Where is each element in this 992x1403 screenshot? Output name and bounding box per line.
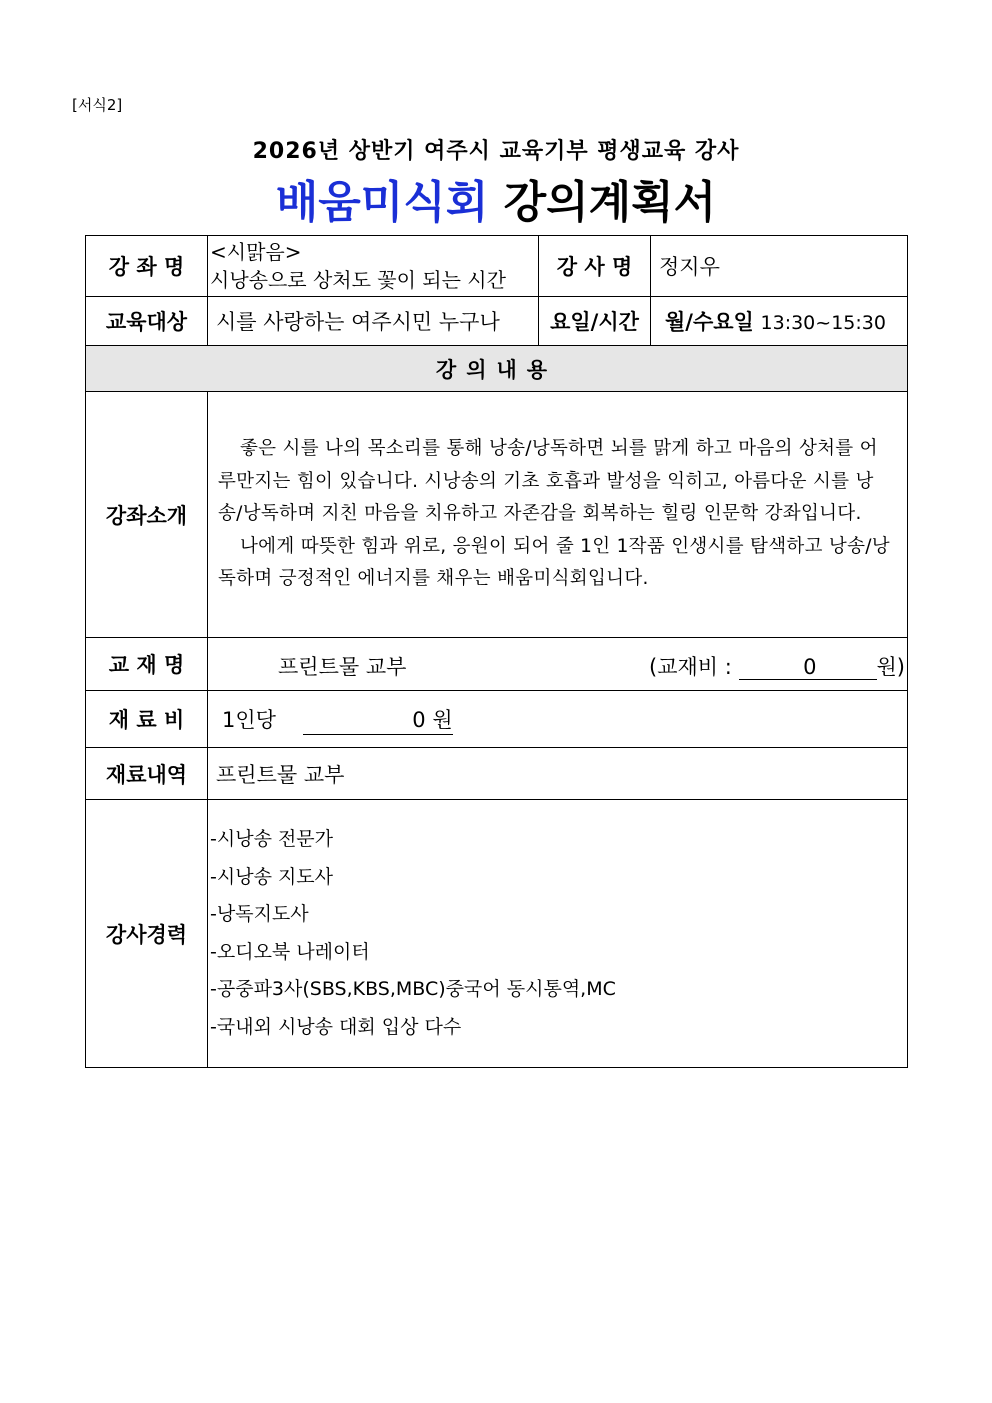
course-name-cell	[208, 236, 539, 297]
instructor-name: 정지우	[651, 236, 908, 297]
material-fee-label: 재 료 비	[86, 691, 208, 748]
title-program-name: 배움미식회	[275, 177, 489, 228]
intro-paragraph-1: 좋은 시를 나의 목소리를 통해 낭송/낭독하면 뇌를 맑게 하고 마음의 상처를 어루만지는 힘이 있습니다. 시낭송의 기초 호흡과 발성을 익히고, 아름다운 시를 낭송/낭독하며 지친 마음을 치유하고 자존감을 회복하는 힐링 인문학 강좌입니다.	[218, 438, 878, 525]
career-item: -공중파3사(SBS,KBS,MBC)중국어 동시통역,MC	[210, 978, 616, 1000]
material-fee-cell	[208, 691, 908, 748]
schedule-value	[651, 297, 908, 346]
career-label: 강사경력	[86, 800, 208, 1068]
schedule-time: 13:30~15:30	[760, 312, 886, 334]
lecture-plan-table	[85, 235, 908, 1068]
textbook-fee-label: (교재비 :	[649, 655, 732, 679]
course-label: 강 좌 명	[86, 236, 208, 297]
material-list-label: 재료내역	[86, 748, 208, 800]
instructor-label: 강 사 명	[539, 236, 651, 297]
career-item: -시낭송 지도사	[210, 865, 334, 888]
content-header-row	[86, 346, 908, 392]
career-item: -오디오북 나레이터	[210, 940, 370, 963]
target-row	[86, 297, 908, 346]
course-row	[86, 236, 908, 297]
textbook-fee-unit: 원)	[876, 655, 905, 679]
material-fee-row	[86, 691, 908, 748]
textbook-cell	[208, 638, 908, 691]
textbook-fee	[649, 651, 905, 681]
lecture-content-header: 강의내용	[86, 346, 908, 392]
document-subtitle: 2026년 상반기 여주시 교육기부 평생교육 강사	[252, 139, 740, 164]
textbook-value: 프린트물 교부	[278, 655, 407, 679]
intro-label: 강좌소개	[86, 392, 208, 638]
title-doc-type: 강의계획서	[503, 177, 717, 228]
intro-text	[208, 392, 908, 638]
course-title: 시낭송으로 상처도 꽃이 되는 시간	[210, 268, 506, 292]
intro-row	[86, 392, 908, 638]
schedule-label: 요일/시간	[539, 297, 651, 346]
document-title	[0, 166, 992, 230]
target-label: 교육대상	[86, 297, 208, 346]
course-series-name: <시맑음>	[210, 240, 302, 264]
target-value: 시를 사랑하는 여주시민 누구나	[208, 297, 539, 346]
career-row	[86, 800, 908, 1068]
schedule-day: 월/수요일	[665, 310, 754, 334]
form-number: [서식2]	[72, 96, 123, 114]
career-item: -국내외 시낭송 대회 입상 다수	[210, 1015, 462, 1038]
textbook-fee-amount: 0	[803, 655, 817, 679]
career-item: -낭독지도사	[210, 903, 309, 925]
textbook-fee-blank	[739, 655, 877, 680]
material-fee-amount: 0 원	[303, 704, 453, 735]
textbook-label: 교 재 명	[86, 638, 208, 691]
career-item: -시낭송 전문가	[210, 828, 334, 850]
textbook-row	[86, 638, 908, 691]
career-list	[208, 800, 908, 1068]
material-list-row	[86, 748, 908, 800]
material-fee-prefix: 1인당	[222, 707, 276, 732]
intro-paragraph-2: 나에게 따뜻한 힘과 위로, 응원이 되어 줄 1인 1작품 인생시를 탐색하고 낭송/낭독하며 긍정적인 에너지를 채우는 배움미식회입니다.	[218, 535, 890, 590]
material-list-value: 프린트물 교부	[208, 748, 908, 800]
